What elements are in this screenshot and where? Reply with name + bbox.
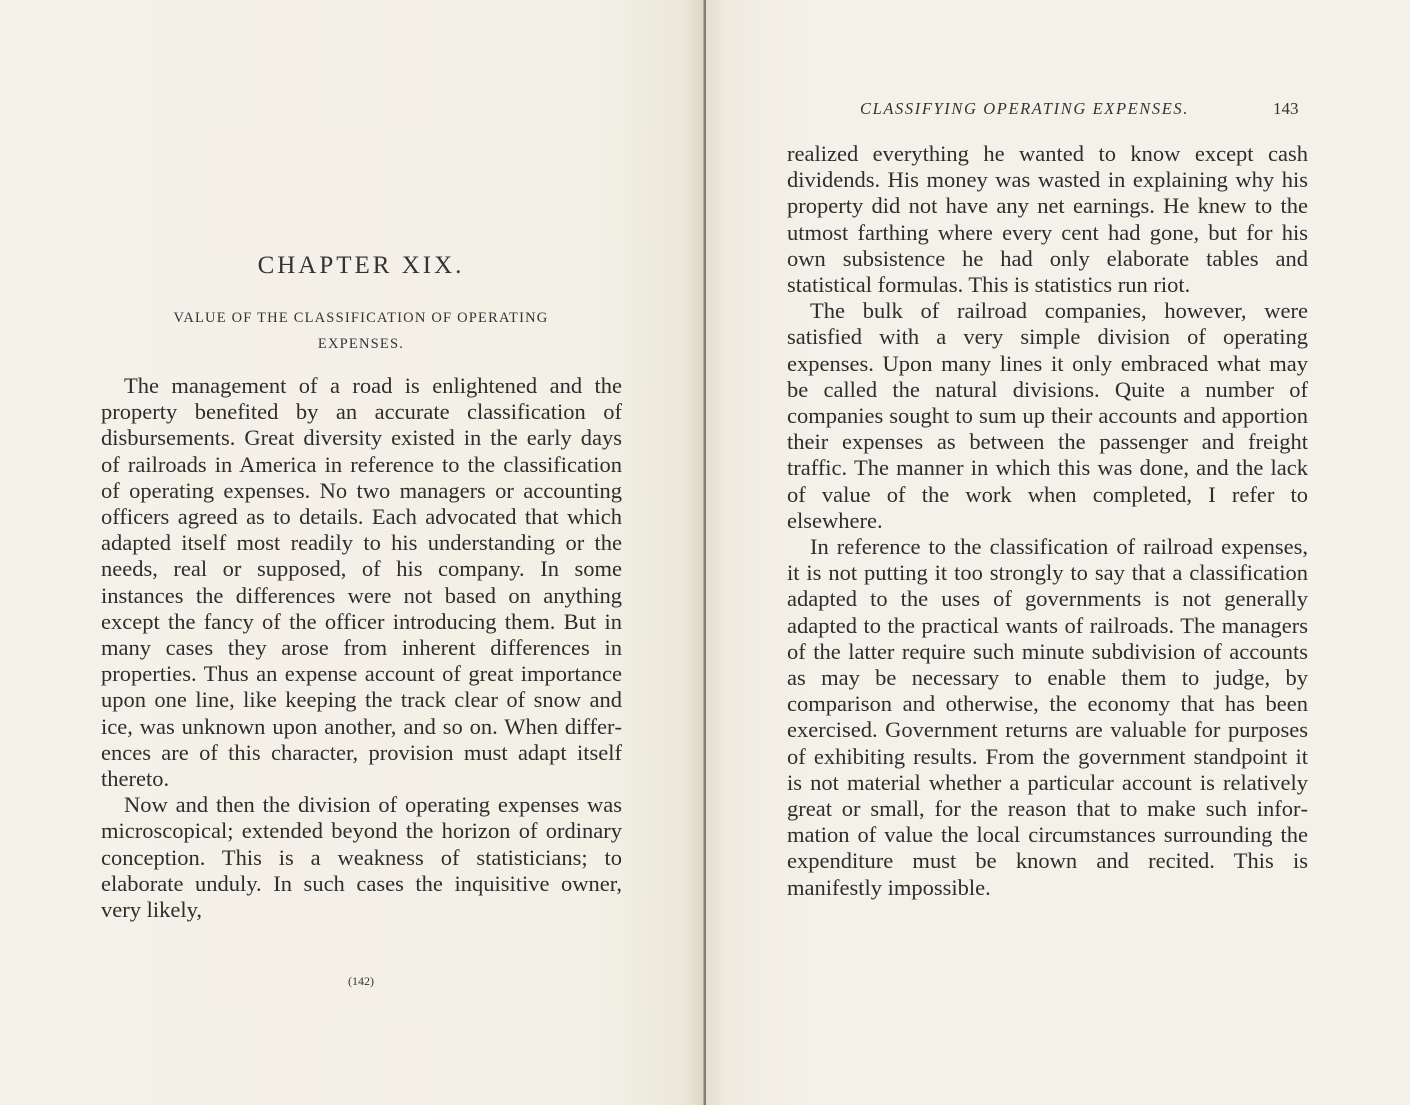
page-folio: (142)	[348, 974, 374, 988]
left-page	[0, 0, 704, 1105]
paragraph: In reference to the classification of railroad expenses, it is not putting it too strongly to say that a classification adapted to the uses of governments is not generally adapted to the practical wants of railroads. The managers of the latter require such minute subdivision of accounts as may be necessary to enable them to judge, by comparison and otherwise, the economy that has been exercised. Government returns are valuable for purposes of exhibiting results. From the government standpoint it is not material whether a particular account is relatively great or small, for the reason that to make such information of value the local circumstances surrounding the expenditure must be known and recited. This is manifestly impossible.	[787, 534, 1308, 900]
left-body-text	[101, 373, 622, 923]
chapter-subtitle	[100, 305, 622, 357]
paragraph: The bulk of railroad companies, however, were satisfied with a very simple division of operating expenses. Upon many lines it only embraced what may be called the natural divisions. Quite a number of companies sought to sum up their accounts and apportion their expenses as between the passenger and freight traffic. The manner in which this was done, and the lack of value of the work when completed, I refer to elsewhere.	[787, 298, 1308, 533]
page-number: 143	[1273, 99, 1299, 118]
chapter-subtitle-line-1: VALUE OF THE CLASSIFICATION OF OPERATING	[173, 310, 549, 326]
chapter-title: CHAPTER XIX.	[257, 252, 465, 279]
paragraph: Now and then the division of operating expenses was microscopical; extended beyond the horizon of ordinary conception. This is a weakness of statisticians; to elaborate unduly. In such cases the inquisitive owner, very likely,	[101, 792, 622, 923]
paragraph: The management of a road is enlightened and the property benefited by an accurate classification of disbursements. Great diversity existed in the early days of railroads in America in reference to the classification of operating expenses. No two managers or accounting officers agreed as to details. Each advocated that which adapted itself most readily to his understanding or the needs, real or supposed, of his company. In some instances the differences were not based on anything except the fancy of the officer introducing them. But in many cases they arose from inherent differences in properties. Thus an expense account of great importance upon one line, like keeping the track clear of snow and ice, was unknown upon another, and so on. When differences are of this character, provision must adapt itself thereto.	[101, 373, 622, 792]
running-head: CLASSIFYING OPERATING EXPENSES.	[860, 99, 1190, 118]
paragraph-continued: realized everything he wanted to know except cash dividends. His money was wasted in explaining why his property did not have any net earnings. He knew to the utmost farthing where every cent had gone, but for his own subsistence he had only elaborate tables and statistical formulas. This is statistics run riot.	[787, 141, 1308, 298]
chapter-subtitle-line-2: EXPENSES.	[317, 336, 405, 352]
right-body-text	[787, 141, 1308, 901]
